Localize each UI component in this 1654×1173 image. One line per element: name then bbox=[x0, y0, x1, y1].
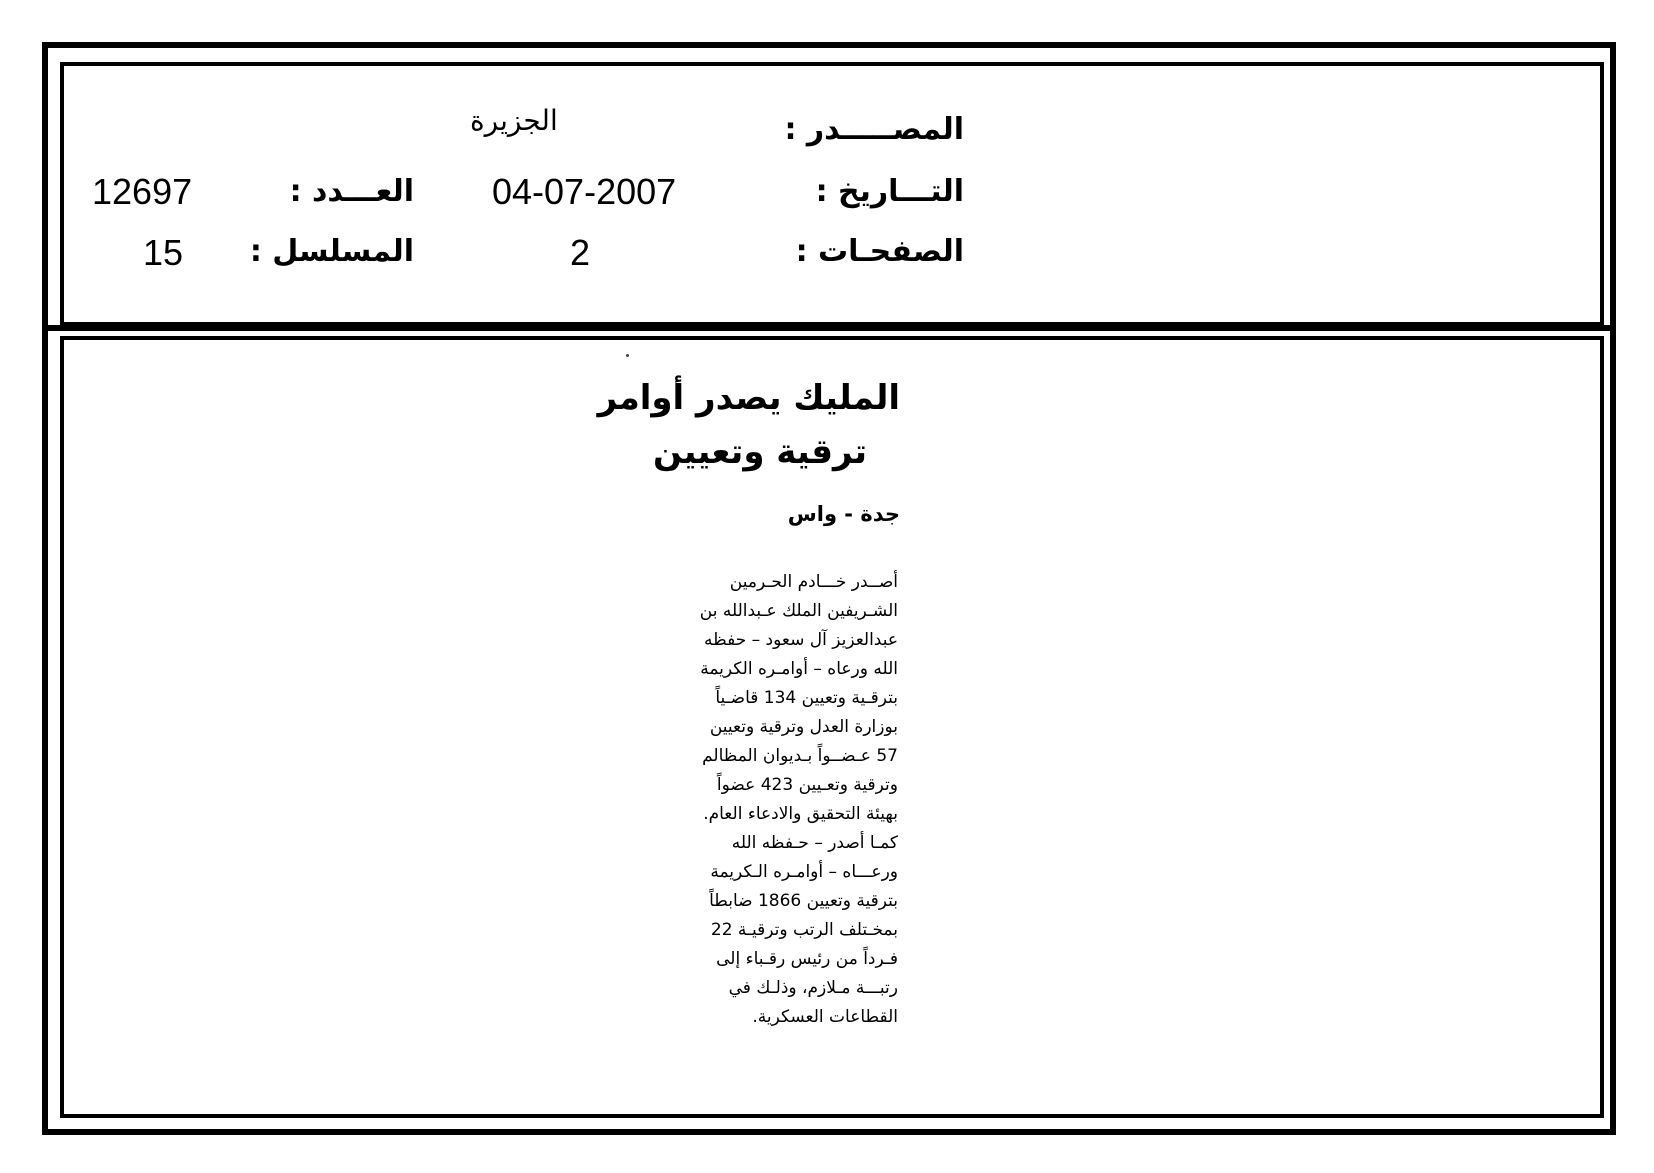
article-headline-line1: المليك يصدر أوامر bbox=[597, 378, 900, 418]
source-label: المصـــــدر : bbox=[784, 112, 964, 147]
issue-value: 12697 bbox=[92, 171, 193, 212]
article-line: بمخـتلف الرتب وترقيـة 22 bbox=[710, 920, 898, 940]
source-value: الجزيرة bbox=[470, 104, 558, 137]
article-line: أصــدر خـــادم الحـرمين bbox=[729, 572, 898, 592]
article-line: كمـا أصدر – حـفظه الله bbox=[731, 833, 898, 853]
article-line: بهيئة التحقيق والادعاء العام. bbox=[703, 804, 898, 824]
serial-value: 15 bbox=[143, 232, 184, 273]
pages-value: 2 bbox=[570, 232, 591, 273]
article-headline-line2: ترقية وتعيين bbox=[653, 432, 867, 472]
article-line: الشـريفين الملك عـبدالله بن bbox=[699, 601, 898, 621]
header-divider bbox=[42, 325, 1616, 331]
article-line: القطاعات العسكرية. bbox=[752, 1007, 898, 1027]
date-label: التـــاريخ : bbox=[815, 174, 964, 209]
article-line: بترقـية وتعيين 134 قاضـياً bbox=[715, 688, 898, 708]
article-line: بوزارة العدل وترقية وتعيين bbox=[709, 717, 898, 737]
scan-speck bbox=[626, 354, 629, 357]
article-line: بترقية وتعيين 1866 ضابطاً bbox=[709, 891, 898, 911]
article-line: ورعـــاه – أوامـره الـكريمة bbox=[710, 862, 898, 882]
article-line: عبدالعزيز آل سعود – حفظه bbox=[704, 630, 898, 650]
article-dateline: جدة - واس bbox=[787, 502, 900, 526]
article-line: الله ورعاه – أوامـره الكريمة bbox=[700, 659, 898, 679]
pages-label: الصفحـات : bbox=[795, 234, 964, 269]
article-line: 57 عـضــواً بـديوان المظالم bbox=[702, 746, 898, 766]
article-line: رتبـــة مـلازم، وذلـك في bbox=[728, 978, 898, 998]
serial-label: المسلسل : bbox=[249, 234, 414, 269]
article-line: فـرداً من رئيس رقـباء إلى bbox=[716, 949, 898, 969]
issue-label: العـــدد : bbox=[289, 174, 414, 209]
article-line: وترقية وتعـيين 423 عضواً bbox=[716, 775, 898, 795]
date-value: 04-07-2007 bbox=[492, 171, 677, 212]
